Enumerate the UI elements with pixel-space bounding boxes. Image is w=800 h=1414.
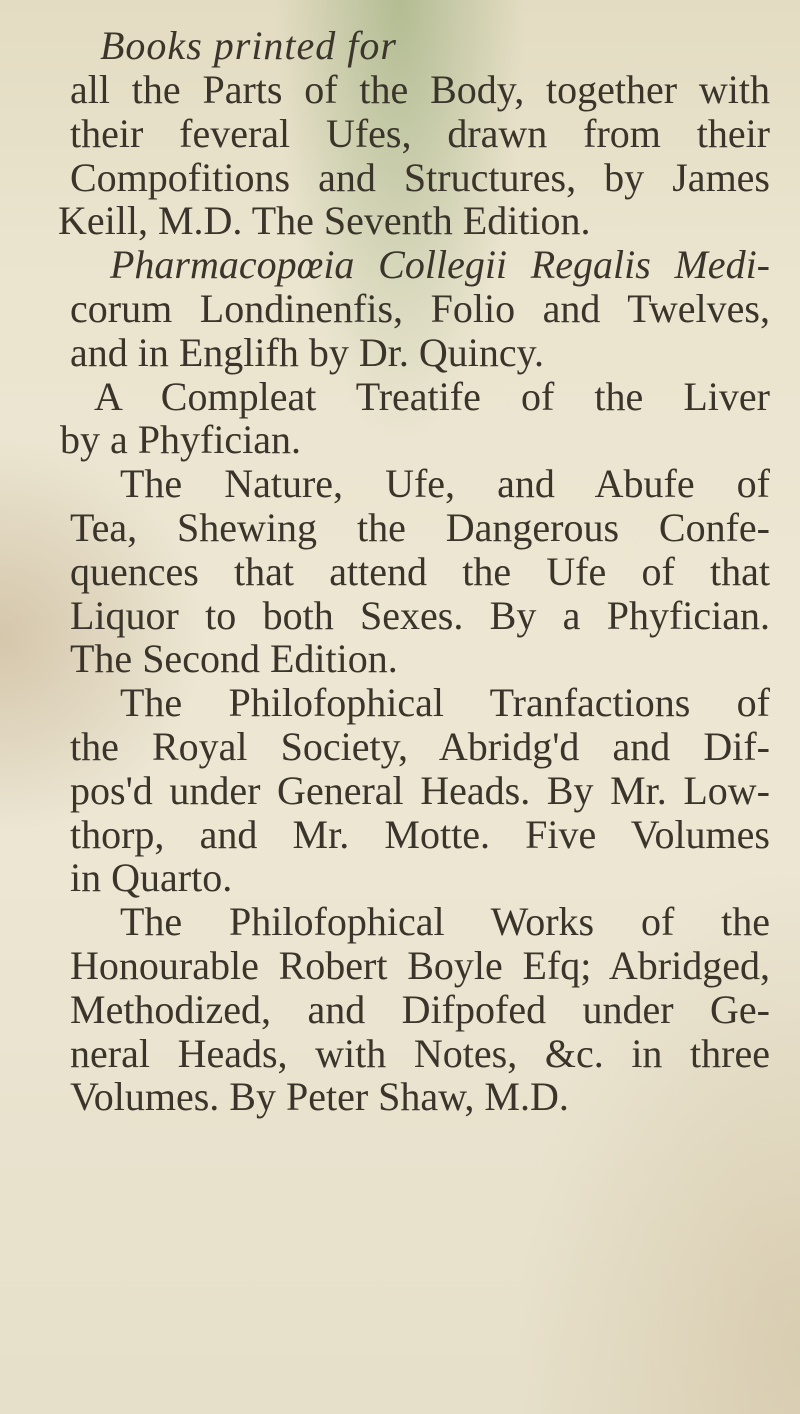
text-line: Compofitions and Structures, by James [70,154,770,200]
text-line: Tea, Shewing the Dangerous Confe- [70,504,770,550]
text-line: the Royal Society, Abridg'd and Dif- [70,723,770,769]
text-line: all the Parts of the Body, together with [70,67,770,112]
text-line: and in Englifh by Dr. Quincy. [70,329,545,375]
text-line: in Quarto. [70,855,233,901]
text-line: Honourable Robert Boyle Efq; Abridged, [70,942,770,988]
catalogue-entry-tea [40,462,770,681]
text-line: A Compleat Treatife of the Liver [94,373,770,419]
text-line: The Second Edition. [70,636,398,682]
catalogue-entry-anatomy [40,68,770,243]
text-line: Liquor to both Sexes. By a Phyfician. [70,592,770,638]
catalogue-entry-transactions [40,681,770,900]
text-line: Volumes. By Peter Shaw, M.D. [70,1074,569,1120]
catalogue-entry-pharmacopoeia [40,243,770,374]
text-line: pos'd under General Heads. By Mr. Low- [70,767,770,813]
text-line: by a Phyfician. [60,417,302,463]
text-line: quences that attend the Ufe of that [70,548,770,594]
text-line: The Nature, Ufe, and Abufe of [120,461,770,507]
running-header: Books printed for [100,23,397,68]
text-line: Keill, M.D. The Seventh Edition. [58,198,591,244]
text-line: Methodized, and Difpofed under Ge- [70,986,770,1032]
text-line: neral Heads, with Notes, &c. in three [70,1030,770,1076]
catalogue-entry-boyle [40,900,770,1119]
catalogue-entry-liver [40,375,770,463]
book-catalogue [40,68,770,1119]
text-line: The Philofophical Works of the [120,899,770,945]
text-line: thorp, and Mr. Motte. Five Volumes [70,811,770,857]
text-line: The Philofophical Tranfactions of [120,680,770,726]
text-line: their feveral Ufes, drawn from their [70,110,770,156]
text-line: Pharmacopœia Collegii Regalis Medi- [110,242,770,288]
text-line: corum Londinenfis, Folio and Twelves, [70,285,770,331]
